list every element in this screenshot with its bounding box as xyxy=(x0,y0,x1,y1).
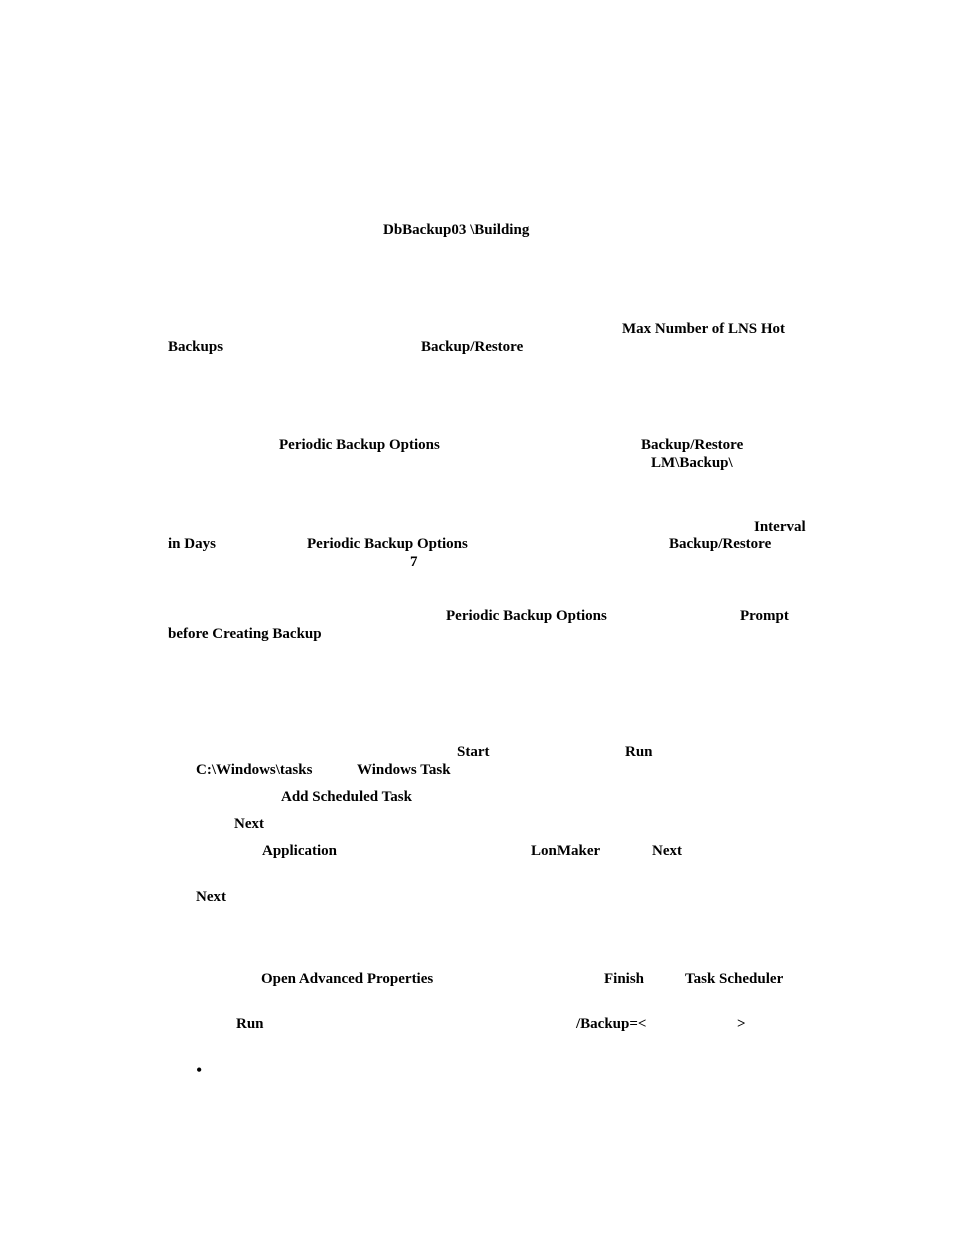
finish-label: Finish xyxy=(604,971,645,987)
before-creating-backup-label: before Creating Backup xyxy=(168,626,322,642)
backups-label: Backups xyxy=(168,339,224,355)
windows-tasks-path-text: C:\Windows\tasks xyxy=(196,762,313,778)
next-label-3: Next xyxy=(196,889,226,905)
open-advanced-properties-label: Open Advanced Properties xyxy=(261,971,434,987)
lm-backup-path-text: LM\Backup\ xyxy=(651,455,733,471)
application-label: Application xyxy=(262,843,338,859)
task-scheduler-label: Task Scheduler xyxy=(685,971,784,987)
backup-switch-text: /Backup=< xyxy=(576,1016,647,1032)
backup-switch-close-text: > xyxy=(737,1016,746,1032)
backup-restore-label-2: Backup/Restore xyxy=(641,437,744,453)
run-label-2: Run xyxy=(236,1016,264,1032)
max-number-lns-hot-label: Max Number of LNS Hot xyxy=(622,321,786,337)
prompt-label: Prompt xyxy=(740,608,789,624)
periodic-backup-options-label-2: Periodic Backup Options xyxy=(307,536,468,552)
windows-task-label: Windows Task xyxy=(357,762,451,778)
bullet-marker: • xyxy=(196,1060,203,1080)
run-label-1: Run xyxy=(625,744,653,760)
interval-value-text: 7 xyxy=(410,554,418,570)
periodic-backup-options-label-1: Periodic Backup Options xyxy=(279,437,440,453)
next-label-2: Next xyxy=(652,843,682,859)
start-label: Start xyxy=(457,744,490,760)
in-days-label: in Days xyxy=(168,536,216,552)
add-scheduled-task-label: Add Scheduled Task xyxy=(281,789,412,805)
dbbackup-path-text: DbBackup03 \Building xyxy=(383,222,530,238)
interval-label: Interval xyxy=(754,519,806,535)
periodic-backup-options-label-3: Periodic Backup Options xyxy=(446,608,607,624)
next-label-1: Next xyxy=(234,816,264,832)
backup-restore-label-1: Backup/Restore xyxy=(421,339,524,355)
backup-restore-label-3: Backup/Restore xyxy=(669,536,772,552)
lonmaker-label: LonMaker xyxy=(531,843,601,859)
